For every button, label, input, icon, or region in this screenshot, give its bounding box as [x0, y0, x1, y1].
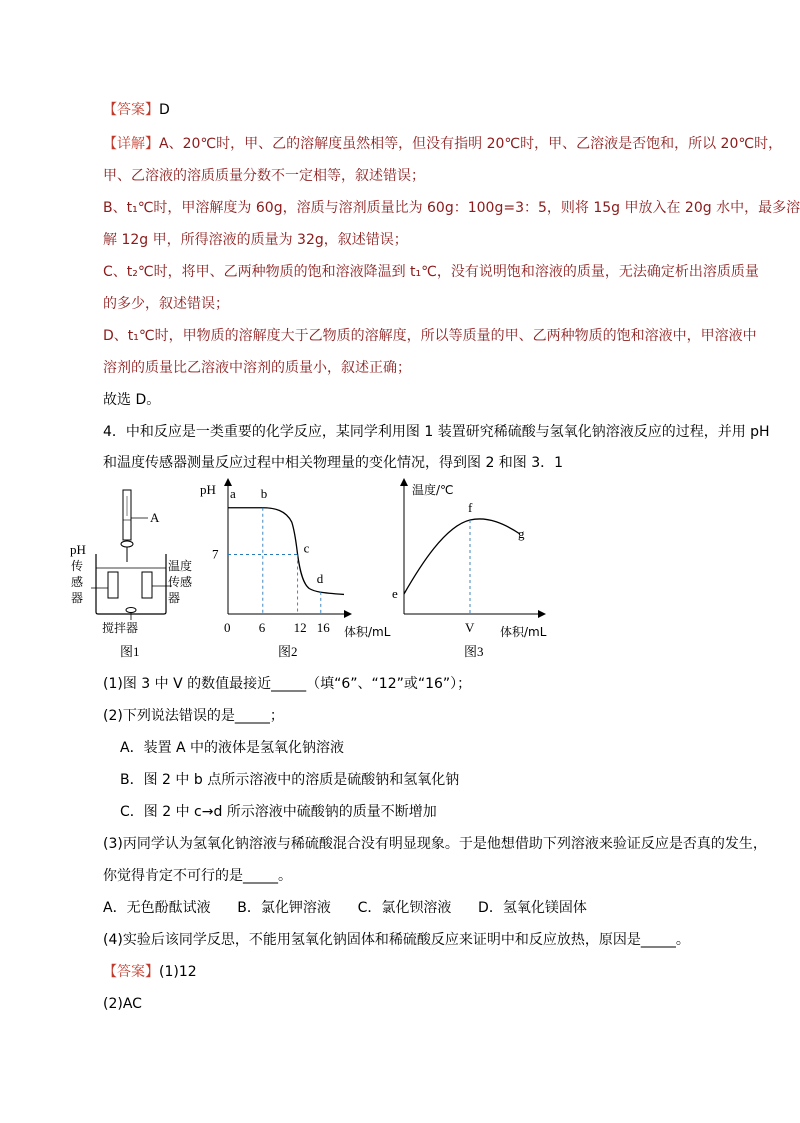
fig2-plot-area	[212, 486, 344, 635]
q4-sub-1: (1)图 3 中 V 的数值最接近_____（填“6”、“12”或“16”）；	[103, 676, 472, 692]
fig2-x-label: 体积/mL	[344, 625, 391, 639]
temp-sensor-label-3: 器	[168, 591, 181, 605]
fig2-point-b: b	[260, 485, 268, 501]
stopcock	[121, 541, 133, 547]
stir-bar	[126, 608, 136, 613]
detail-line-5: C、t₂℃时，将甲、乙两种物质的饱和溶液降温到 t₁℃，没有说明饱和溶液的质量，无法确定析出溶质质量	[103, 264, 759, 280]
detail-line-3: B、t₁℃时，甲溶解度为 60g，溶质与溶剂质量比为 60g：100g=3：5，则将 15g 甲放入在 20g 水中，最多溶	[103, 200, 800, 216]
q4-sub-3-line-2: 你觉得肯定不可行的是_____。	[103, 868, 292, 884]
q4-stem-line-2: 和温度传感器测量反应过程中相关物理量的变化情况，得到图 2 和图 3．1	[103, 455, 564, 471]
conclusion-line: 故选 D。	[103, 392, 161, 408]
figure-1-caption: 图1	[120, 644, 140, 659]
figure-1-apparatus	[66, 486, 216, 662]
fig2-x-tick-16: 16	[316, 620, 330, 635]
beaker	[96, 554, 166, 614]
answer-line	[103, 100, 170, 120]
detail-text: A、20℃时，甲、乙的溶解度虽然相等，但没有指明 20℃时，甲、乙溶液是否饱和，所以 20℃时，	[159, 136, 783, 152]
temp-sensor-probe	[142, 572, 152, 598]
answer-value: D	[159, 102, 170, 118]
figure-3-temperature-chart	[390, 478, 565, 664]
q4-sub-3-line-1: (3)丙同学认为氢氧化钠溶液与稀硫酸混合没有明显现象。于是他想借助下列溶液来验证反应是否真的发生，	[103, 836, 767, 852]
q4-option-3: A．无色酚酞试液 B．氯化钾溶液 C．氯化钡溶液 D．氢氧化镁固体	[103, 900, 587, 916]
detail-line-1	[103, 134, 782, 154]
fig3-y-label: 温度/℃	[412, 483, 454, 497]
q4-option-2A: A．装置 A 中的液体是氢氧化钠溶液	[120, 740, 345, 756]
fig3-point-g: g	[518, 526, 525, 541]
fig3-x-tick-V: V	[465, 620, 475, 635]
fig2-y-tick-7: 7	[212, 546, 219, 562]
detail-line-8: 溶剂的质量比乙溶液中溶剂的质量小，叙述正确；	[103, 360, 411, 376]
fig3-x-arrow	[538, 610, 546, 618]
ph-sensor-char-1: 传	[71, 559, 84, 573]
ph-sensor-char-3: 器	[71, 591, 84, 605]
temp-sensor-label-1: 温度	[168, 559, 193, 573]
detail-line-7: D、t₁℃时，甲物质的溶解度大于乙物质的溶解度，所以等质量的甲、乙两种物质的饱和溶液中，甲溶液中	[103, 328, 757, 344]
fig2-x-tick-6: 6	[258, 620, 266, 635]
temp-sensor-label-2: 传感	[168, 575, 193, 589]
ph-sensor-label: pH	[70, 542, 86, 557]
fig3-point-f: f	[468, 500, 473, 515]
q4-answer-tag: 【答案】	[103, 964, 159, 980]
fig2-point-a: a	[230, 485, 236, 501]
detail-line-6: 的多少，叙述错误；	[103, 296, 229, 312]
fig2-x-tick-12: 12	[293, 620, 307, 635]
q4-answer-1: (1)12	[159, 964, 197, 980]
q4-sub-2: (2)下列说法错误的是_____；	[103, 708, 284, 724]
fig2-ph-curve	[228, 508, 344, 595]
fig3-caption: 图3	[464, 644, 484, 659]
fig2-caption: 图2	[278, 644, 298, 659]
fig2-x-tick-0: 0	[224, 620, 231, 635]
q4-sub-4: (4)实验后该同学反思，不能用氢氧化钠固体和稀硫酸反应来证明中和反应放热，原因是_____。	[103, 932, 690, 948]
q4-option-2B: B．图 2 中 b 点所示溶液中的溶质是硫酸钠和氢氧化钠	[120, 772, 460, 788]
fig3-temperature-curve	[404, 519, 520, 594]
stirrer-label: 搅拌器	[102, 621, 139, 635]
detail-line-4: 解 12g 甲，所得溶液的质量为 32g，叙述错误；	[103, 232, 408, 248]
figure-2-ph-chart	[198, 478, 391, 664]
q4-answer-line-1	[103, 962, 197, 982]
ph-sensor-char-2: 感	[71, 575, 84, 589]
ph-sensor-probe	[108, 572, 118, 598]
q4-stem-line-1: 4．中和反应是一类重要的化学反应，某同学利用图 1 装置研究稀硫酸与氢氧化钠溶液反应的过程，并用 pH	[103, 424, 770, 440]
fig2-x-arrow	[344, 610, 352, 618]
q4-option-2C: C．图 2 中 c→d 所示溶液中硫酸钠的质量不断增加	[120, 804, 437, 820]
fig2-point-d: d	[316, 570, 324, 586]
fig3-point-e: e	[392, 586, 398, 601]
label-A: A	[150, 510, 160, 525]
fig3-y-arrow	[400, 478, 408, 486]
detail-line-2: 甲、乙溶液的溶质质量分数不一定相等，叙述错误；	[103, 168, 425, 184]
fig2-point-c: c	[303, 540, 310, 556]
fig2-y-label: pH	[200, 482, 216, 497]
fig3-x-label: 体积/mL	[500, 625, 547, 639]
q4-answer-2: (2)AC	[103, 996, 142, 1012]
detail-tag: 【详解】	[103, 136, 159, 152]
answer-tag: 【答案】	[103, 102, 159, 118]
fig3-plot-area	[392, 500, 525, 635]
